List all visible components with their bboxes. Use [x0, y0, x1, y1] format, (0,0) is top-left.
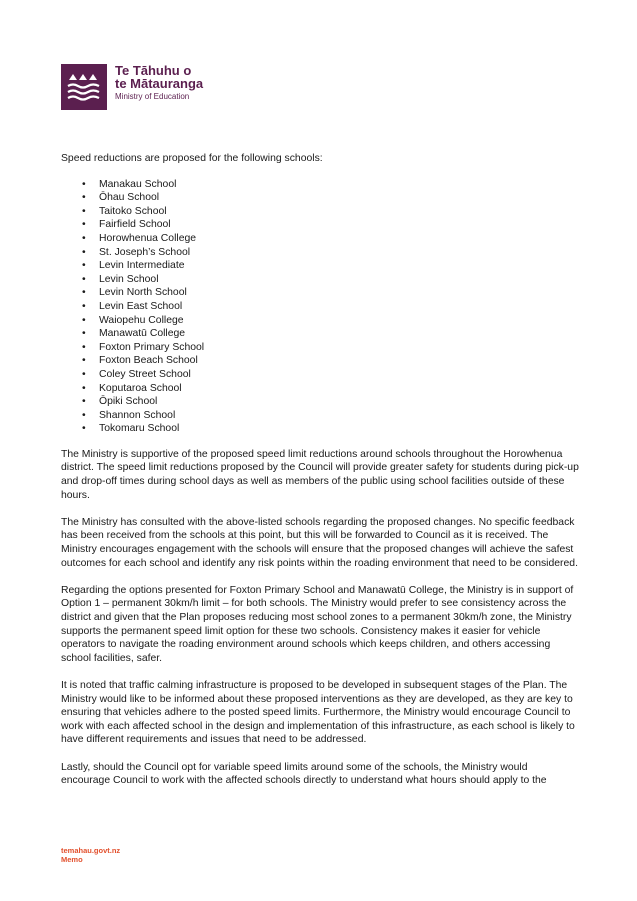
list-item: • Tokomaru School	[61, 422, 579, 436]
list-item: • Waiopehu College	[61, 314, 579, 328]
logo-title-line2: te Mātauranga	[115, 76, 204, 91]
list-item: • Coley Street School	[61, 368, 579, 382]
paragraph-variable-limits: Lastly, should the Council opt for variable speed limits around some of the schools, the Ministry would encourage Council to work with the affected schools directly to understand what hours should apply to the	[61, 761, 547, 787]
list-item: • Manakau School	[61, 178, 579, 192]
page-footer	[61, 846, 120, 864]
intro-text: Speed reductions are proposed for the following schools:	[61, 153, 323, 164]
school-list	[61, 178, 579, 436]
list-item: • Levin North School	[61, 286, 579, 300]
logo-title-line1: Te Tāhuhu o	[115, 63, 192, 78]
list-item: • Horowhenua College	[61, 232, 579, 246]
document-body	[61, 152, 579, 801]
list-item: • Foxton Primary School	[61, 341, 579, 355]
list-item: • Manawatū College	[61, 327, 579, 341]
list-item: • Ōpiki School	[61, 395, 579, 409]
ministry-logo	[61, 64, 221, 110]
paragraph-options: Regarding the options presented for Foxton Primary School and Manawatū College, the Ministry is in support of Option 1 – permanent 30km/h limit – for both schools. The Ministry would prefer to see consistency across the district and given that the Plan proposes reducing most school zones to a permanent 30km/h zone, the Ministry supports the permanent speed limit option for these two schools. Consistency makes it easier for vehicle operators to navigate the roading environment around schools which keeps children, and others accessing school facilities, safer.	[61, 584, 574, 664]
paragraph-infrastructure: It is noted that traffic calming infrastructure is proposed to be developed in subsequent stages of the Plan. The Ministry would like to be informed about these proposed interventions as they are developed, as they are key to ensuring that vehicles adhere to the posted speed limits. Furthermore, the Ministry would encourage Council to work with each affected school in the design and implementation of this infrastructure, as each school is likely to have different requirements and issues that need to be addressed.	[61, 679, 575, 746]
list-item: • Shannon School	[61, 409, 579, 423]
list-item: • Levin East School	[61, 300, 579, 314]
paragraph-support: The Ministry is supportive of the proposed speed limit reductions around schools throughout the Horowhenua district. The speed limit reductions proposed by the Council will provide greater safety for students during pick-up and drop-off times during school days as well as members of the public using school facilities outside of these hours.	[61, 448, 579, 501]
wave-logo-icon	[61, 64, 107, 110]
list-item: • St. Joseph’s School	[61, 246, 579, 260]
footer-website: temahau.govt.nz	[61, 846, 121, 855]
list-item: • Taitoko School	[61, 205, 579, 219]
footer-doc-type: Memo	[61, 855, 83, 864]
list-item: • Ōhau School	[61, 191, 579, 205]
list-item: • Foxton Beach School	[61, 354, 579, 368]
list-item: • Fairfield School	[61, 218, 579, 232]
logo-subtitle: Ministry of Education	[115, 92, 190, 101]
logo-wordmark	[115, 64, 203, 110]
list-item: • Koputaroa School	[61, 382, 579, 396]
list-item: • Levin Intermediate	[61, 259, 579, 273]
paragraph-consultation: The Ministry has consulted with the above-listed schools regarding the proposed changes. No specific feedback has been received from the schools at this point, but this will be forwarded to Council as it is received. The Ministry encourages engagement with the schools will ensure that the proposed changes will achieve the safest outcomes for each school and identify any risk points within the roading environment that need to be considered.	[61, 516, 578, 569]
list-item: • Levin School	[61, 273, 579, 287]
